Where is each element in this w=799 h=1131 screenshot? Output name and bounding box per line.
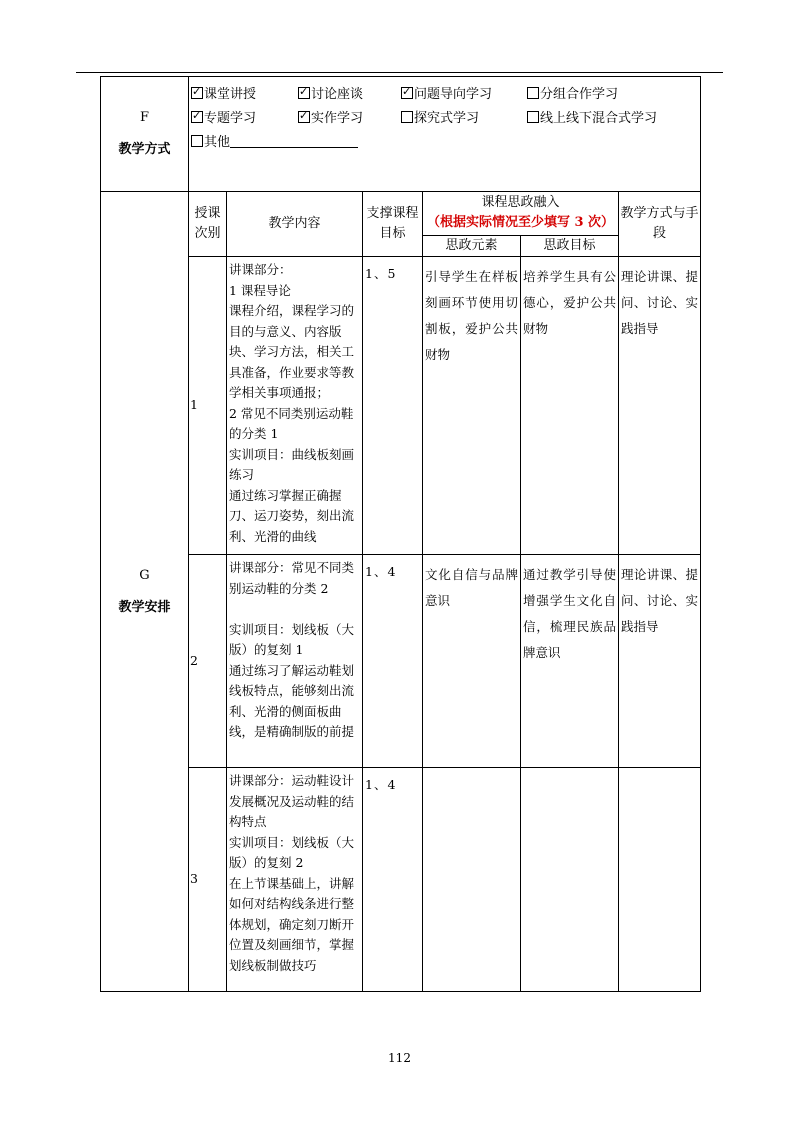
ideology-elements (423, 768, 521, 992)
method-option[interactable]: ✓课堂讲授 (191, 85, 256, 106)
teaching-method: 理论讲课、提问、讨论、实践指导 (619, 555, 701, 768)
method-option-other[interactable]: 其他 (191, 133, 358, 154)
header-content: 教学内容 (227, 192, 363, 257)
checkbox-icon[interactable] (298, 87, 310, 99)
checkbox-icon[interactable] (527, 87, 539, 99)
header-row (101, 192, 701, 236)
method-option[interactable]: 探究式学习 (401, 109, 479, 130)
teaching-content: 讲课部分：常见不同类别运动鞋的分类 2 实训项目：划线板（大版）的复刻 1 通过练习了解运动鞋划线板特点，能够刻出流利、光滑的侧面板曲线，是精确制版的前提 (227, 555, 363, 768)
method-option[interactable]: 线上线下混合式学习 (527, 109, 657, 130)
teaching-method: 理论讲课、提问、讨论、实践指导 (619, 257, 701, 555)
header-elements: 思政元素 (423, 235, 521, 256)
checkbox-icon[interactable] (527, 111, 539, 123)
ideology-goals: 通过教学引导使增强学生文化自信，梳理民族品牌意识 (521, 555, 619, 768)
method-option[interactable]: ✓ 实作学习 (298, 109, 363, 130)
teaching-content: 讲课部分： 1 课程导论 课程介绍，课程学习的目的与意义、内容版块、学习方法，相关工具准备，作业要求等教学相关事项通报； 2 常见不同类别运动鞋的分类 1 实训项目：曲线板刻画练习 通过练习掌握正确握刀、运刀姿势，刻出流利、光滑的曲线 (227, 257, 363, 555)
header-method: 教学方式与手段 (619, 192, 701, 257)
ideology-elements: 文化自信与品牌意识 (423, 555, 521, 768)
section-g-name: 教学安排 (118, 599, 171, 615)
header-ideology-note: （根据实际情况至少填写 3 次） (426, 215, 615, 231)
page-number: 112 (388, 1051, 411, 1065)
table-row (101, 768, 701, 992)
ideology-elements: 引导学生在样板刻画环节使用切割板，爱护公共财物 (423, 257, 521, 555)
checkbox-icon[interactable] (298, 111, 310, 123)
method-option[interactable]: ✓专题学习 (191, 109, 256, 130)
support-goals: 1、4 (363, 555, 423, 768)
support-goals: 1、5 (363, 257, 423, 555)
other-blank-line[interactable] (230, 134, 358, 148)
course-table (100, 76, 701, 992)
section-f-name: 教学方式 (118, 142, 171, 157)
support-goals: 1、4 (363, 768, 423, 992)
section-g-letter: G (139, 567, 150, 583)
teaching-content: 讲课部分：运动鞋设计发展概况及运动鞋的结构特点 实训项目：划线板（大版）的复刻 2 在上节课基础上，讲解如何对结构线条进行整体规划，确定刻刀断开位置及刻画细节，掌握划线板制做技巧 (227, 768, 363, 992)
session-number: 3 (189, 768, 227, 992)
teaching-methods (189, 77, 701, 192)
header-support: 支撑课程目标 (363, 192, 423, 257)
header-ideology (423, 192, 619, 236)
header-ideology-title: 课程思政融入 (481, 195, 560, 211)
ideology-goals: 培养学生具有公德心，爱护公共财物 (521, 257, 619, 555)
session-number: 1 (189, 257, 227, 555)
ideology-goals (521, 768, 619, 992)
checkbox-icon[interactable] (401, 87, 413, 99)
checkbox-icon[interactable] (191, 135, 203, 147)
checkbox-icon[interactable] (191, 87, 203, 99)
teaching-method (619, 768, 701, 992)
top-rule (76, 72, 723, 73)
method-option[interactable]: ✓ 讨论座谈 (298, 85, 363, 106)
section-f-label (101, 77, 189, 192)
table-row (101, 257, 701, 555)
checkbox-icon[interactable] (401, 111, 413, 123)
checkbox-icon[interactable] (191, 111, 203, 123)
header-goals: 思政目标 (521, 235, 619, 256)
section-g-label (101, 192, 189, 992)
section-f-letter: F (139, 110, 150, 125)
method-option[interactable]: ✓ 问题导向学习 (401, 85, 492, 106)
section-f-row (101, 77, 701, 192)
session-number: 2 (189, 555, 227, 768)
method-option[interactable]: 分组合作学习 (527, 85, 618, 106)
table-row (101, 555, 701, 768)
header-session: 授课次别 (189, 192, 227, 257)
